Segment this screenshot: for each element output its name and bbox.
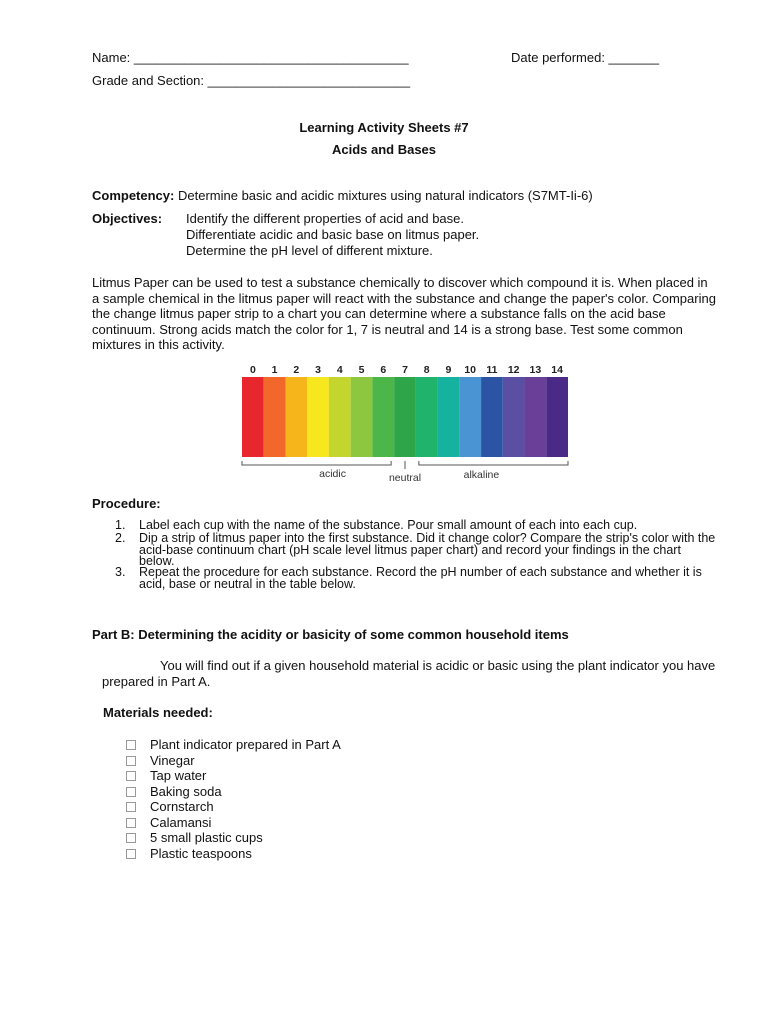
grade-section-label: Grade and Section: ____________________________ [92,73,411,88]
ph-color-band [525,377,547,457]
ph-color-band [242,377,264,457]
ph-color-band [438,377,460,457]
bullet-box-icon [126,818,136,828]
neutral-label: neutral [388,472,422,484]
material-label: Plastic teaspoons [150,845,252,861]
procedure-step-number: 2. [115,531,126,545]
ph-number-label: 12 [507,364,520,376]
bullet-box-icon [126,771,136,781]
ph-number-label: 4 [336,364,343,376]
bullet-box-icon [126,756,136,766]
procedure-step-text: Label each cup with the name of the substance. Pour small amount of each into each cup. [139,518,638,532]
material-label: Tap water [150,768,207,783]
material-label: Plant indicator prepared in Part A [150,737,341,752]
ph-number-label: 5 [358,364,365,376]
bullet-box-icon [126,787,136,797]
ph-number-label: 8 [423,364,430,376]
ph-number-label: 0 [249,364,256,376]
ph-color-band [503,377,525,457]
ph-color-band [329,377,351,457]
ph-number-label: 11 [486,364,498,376]
bullet-box-icon [126,740,136,750]
alkaline-label: alkaline [463,469,500,481]
sheet-subtitle: Acids and Bases [331,142,437,157]
part-b-intro: You will find out if a given household material is acidic or basic using the plant indicator you have prepared in Part A. [102,658,716,689]
bullet-box-icon [126,833,136,843]
bullet-box-icon [126,802,136,812]
ph-color-band [459,377,481,457]
ph-color-band [285,377,307,457]
ph-number-label: 7 [402,364,408,376]
procedure-list [115,520,715,600]
procedure-step-number: 3. [115,565,126,579]
competency-text: Determine basic and acidic mixtures using natural indicators (S7MT-Ii-6) [177,188,593,203]
intro-paragraph: Litmus Paper can be used to test a substance chemically to discover which compound it is. When placed in a sample chemical in the litmus paper will react with the substance and change the paper's color. Comparing the change litmus paper strip to a chart you can determine where a substance falls on the acid base continuum. Strong acids match the color for 1, 7 is neutral and 14 is a strong base. Test some common mixtures in this activity. [92,275,716,353]
procedure-step-text: Dip a strip of litmus paper into the first substance. Did it change color? Compare the strip's color with the acid-base continuum chart (pH scale level litmus paper chart) and record your findings in the chart below. [139,531,716,568]
ph-color-band [372,377,394,457]
material-label: 5 small plastic cups [150,830,263,845]
objective-item: Differentiate acidic and basic base on litmus paper. [186,227,480,242]
bullet-box-icon [126,849,136,859]
ph-number-label: 13 [529,364,542,376]
ph-number-label: 6 [380,364,387,376]
objective-item: Identify the different properties of acid and base. [186,211,464,226]
ph-number-label: 1 [271,364,278,376]
material-label: Calamansi [150,814,212,830]
procedure-step-text: Repeat the procedure for each substance. Record the pH number of each substance and whether it is acid, base or neutral in the table below. [139,565,702,591]
procedure-step-number: 1. [115,518,126,532]
ph-color-band [546,377,568,457]
date-performed-label: Date performed: _______ [511,50,660,65]
part-b-heading: Part B: Determining the acidity or basicity of some common household items [92,627,569,642]
objective-item: Determine the pH level of different mixture. [186,243,433,258]
sheet-title: Learning Activity Sheets #7 [299,120,469,135]
acidic-bracket [242,461,391,465]
materials-heading: Materials needed: [103,705,213,720]
ph-number-label: 10 [464,364,477,376]
ph-color-band [394,377,416,457]
ph-color-band [416,377,438,457]
material-label: Cornstarch [150,799,214,814]
ph-color-band [264,377,286,457]
material-label: Vinegar [150,752,195,768]
ph-number-label: 2 [293,364,300,376]
ph-scale-graphic [241,363,569,488]
acidic-label: acidic [319,468,346,480]
procedure-heading: Procedure: [92,496,161,511]
ph-color-band [307,377,329,457]
ph-number-label: 9 [445,364,452,376]
ph-number-label: 14 [551,364,563,376]
ph-scale-chart [241,363,569,488]
competency-row [92,188,593,204]
objectives-label: Objectives: [92,211,163,226]
material-label: Baking soda [150,783,222,799]
alkaline-bracket [419,461,568,465]
name-field-label: Name: ______________________________________ [92,50,409,65]
ph-color-band [351,377,373,457]
competency-label: Competency: [92,188,175,203]
ph-number-label: 3 [315,364,321,376]
ph-color-band [481,377,503,457]
